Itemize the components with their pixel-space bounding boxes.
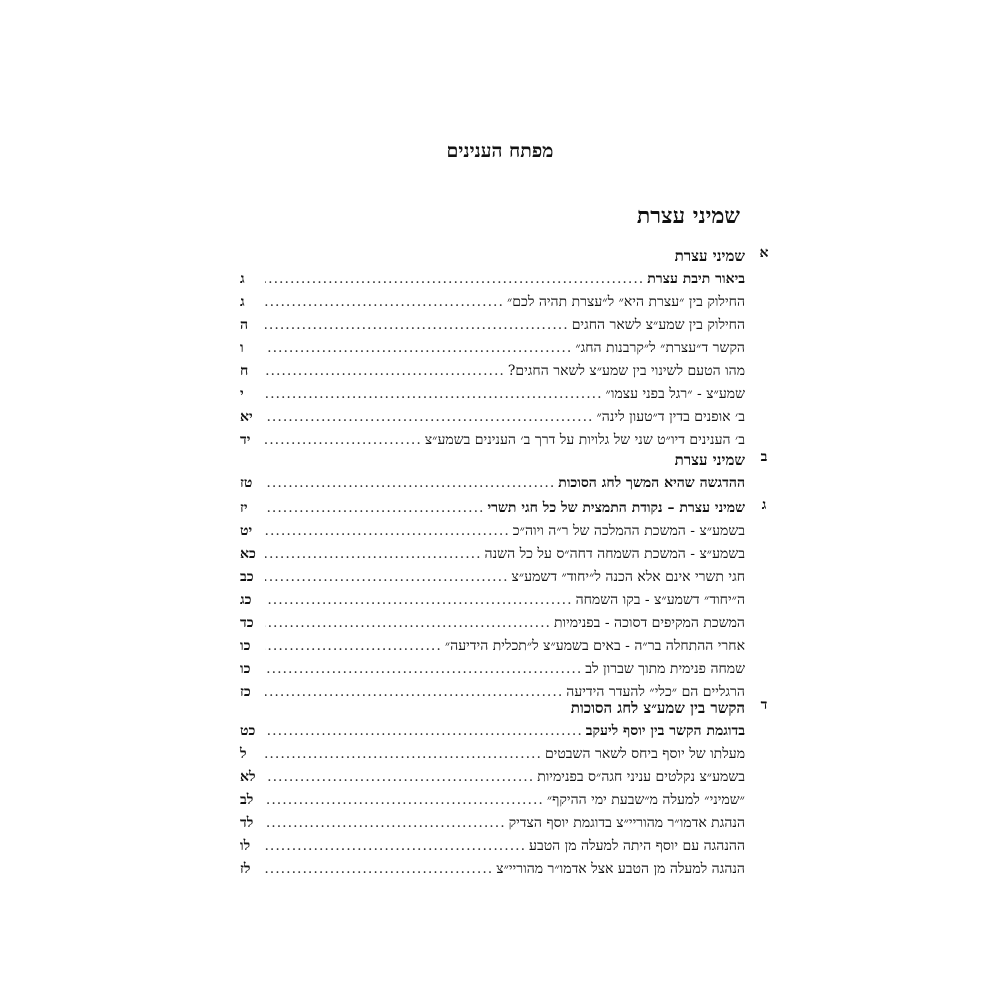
page-number: כד bbox=[240, 615, 254, 631]
dot-leader bbox=[265, 360, 505, 383]
toc-entry[interactable] bbox=[240, 472, 745, 495]
toc-entry[interactable] bbox=[240, 612, 745, 635]
entry-title: שמיני עצרת – נקודת התמצית של כל חגי תשרי bbox=[487, 500, 745, 516]
entry-title: החילוק בין ״עצרת היא״ ל״עצרת תהיה לכם״ bbox=[506, 294, 745, 310]
dot-leader bbox=[265, 835, 526, 858]
page-number: ג bbox=[240, 271, 245, 287]
dot-leader bbox=[265, 858, 493, 881]
entry-title: מהו הטעם לשינוי בין שמע״צ לשאר החגים? bbox=[507, 363, 745, 379]
page-number: כו bbox=[240, 638, 251, 654]
dot-leader bbox=[265, 566, 509, 589]
page-number: ה bbox=[240, 317, 249, 333]
entry-title: ב׳ הענינים דיו״ט שני של גלויות על דרך ב׳ הענינים בשמע״צ bbox=[424, 432, 745, 448]
entry-title: מעלתו של יוסף ביחס לשאר השבטים bbox=[544, 746, 745, 762]
page-number: כג bbox=[240, 592, 252, 608]
dot-leader bbox=[265, 720, 583, 743]
dot-leader bbox=[265, 314, 569, 337]
part-heading: הקשר בין שמע״צ לחג הסוכות bbox=[570, 699, 745, 717]
dot-leader bbox=[265, 406, 593, 429]
entry-title: שמע״צ - ״רגל בפני עצמו״ bbox=[605, 386, 745, 402]
entry-title: ה״יחוד״ דשמע״צ - בקו השמחה bbox=[575, 592, 745, 608]
toc-entry[interactable] bbox=[240, 520, 745, 543]
entry-title: הנהגת אדמו״ר מהוריי״צ בדוגמת יוסף הצדיק bbox=[508, 815, 745, 831]
page-number: טז bbox=[240, 475, 253, 491]
dot-leader bbox=[265, 658, 582, 681]
page-number: ג bbox=[240, 294, 245, 310]
toc-part bbox=[240, 449, 775, 495]
page-number: יד bbox=[240, 432, 251, 448]
dot-leader bbox=[265, 789, 544, 812]
entry-title: שמחה פנימית מתוך שברון לב bbox=[585, 661, 745, 677]
toc-entry[interactable] bbox=[240, 406, 745, 429]
entry-title: בשמע״צ - המשכת ההמלכה של ר״ה ויוה״כ bbox=[512, 523, 745, 539]
entry-title: בשמע״צ - המשכת השמחה דחה״ס על כל השנה bbox=[484, 546, 745, 562]
toc-entry[interactable] bbox=[240, 835, 745, 858]
page-title: מפתח הענינים bbox=[446, 140, 554, 162]
dot-leader bbox=[265, 383, 603, 406]
part-letter: א bbox=[759, 245, 769, 261]
entry-title: ההנהגה עם יוסף היתה למעלה מן הטבע bbox=[529, 838, 745, 854]
toc-entry[interactable] bbox=[240, 543, 745, 566]
toc-entry[interactable] bbox=[240, 291, 745, 314]
part-letter: ג bbox=[761, 497, 767, 513]
entry-title: אחרי ההתחלה בר״ה - באים בשמע״צ ל״תכלית הידיעה״ bbox=[444, 638, 745, 654]
entry-title: בשמע״צ נקלטים עניני חגה״ס בפנימיות bbox=[537, 769, 745, 785]
page-number: כו bbox=[240, 661, 251, 677]
entry-title: ״שמיני״ למעלה מ״שבעת ימי ההיקף״ bbox=[546, 792, 745, 808]
toc-entry[interactable] bbox=[240, 314, 745, 337]
toc-entry[interactable] bbox=[240, 743, 745, 766]
part-heading: שמיני עצרת bbox=[674, 451, 745, 469]
toc-entry[interactable] bbox=[240, 360, 745, 383]
toc-entry[interactable] bbox=[240, 789, 745, 812]
toc-entry[interactable] bbox=[240, 720, 745, 743]
page-number: לב bbox=[240, 792, 254, 808]
part-body bbox=[240, 245, 745, 452]
toc-entry[interactable] bbox=[240, 337, 745, 360]
toc-entry[interactable] bbox=[240, 589, 745, 612]
entry-title: הנהגה למעלה מן הטבע אצל אדמו״ר מהוריי״צ bbox=[496, 861, 745, 877]
page-number: ו bbox=[240, 340, 244, 356]
part-body bbox=[240, 697, 745, 881]
entry-title: חגי תשרי אינם אלא הכנה ל״יחוד״ דשמע״צ bbox=[511, 569, 745, 585]
part-body bbox=[240, 497, 745, 704]
entry-title: המשכת המקיפים דסוכה - בפנימיות bbox=[553, 615, 745, 631]
part-body bbox=[240, 449, 745, 495]
entry-title: הקשר ד״עצרת״ ל״קרבנות החג״ bbox=[575, 340, 745, 356]
page-number: יז bbox=[240, 500, 248, 516]
toc-entry[interactable] bbox=[240, 658, 745, 681]
entry-title: ההדגשה שהיא המשך לחג הסוכות bbox=[558, 475, 745, 491]
page-number: כט bbox=[240, 723, 256, 739]
page-number: יט bbox=[240, 523, 253, 539]
toc-entry[interactable] bbox=[240, 383, 745, 406]
dot-leader bbox=[265, 291, 504, 314]
page-number: לד bbox=[240, 815, 254, 831]
dot-leader bbox=[265, 743, 542, 766]
toc-entry[interactable] bbox=[240, 268, 745, 291]
toc-entry[interactable] bbox=[240, 858, 745, 881]
entry-title: בדוגמת הקשר בין יוסף ליעקב bbox=[585, 723, 745, 739]
dot-leader bbox=[265, 520, 510, 543]
toc-entry[interactable] bbox=[240, 766, 745, 789]
dot-leader bbox=[265, 337, 572, 360]
dot-leader bbox=[265, 766, 534, 789]
page-number: לו bbox=[240, 838, 251, 854]
dot-leader bbox=[265, 497, 484, 520]
dot-leader bbox=[265, 472, 555, 495]
page-number: יא bbox=[240, 409, 253, 425]
page-number: כא bbox=[240, 546, 256, 562]
dot-leader bbox=[265, 635, 442, 658]
toc-entry[interactable] bbox=[240, 812, 745, 835]
page-number: י bbox=[240, 386, 244, 402]
section-title: שמיני עצרת bbox=[636, 203, 740, 229]
toc-part bbox=[240, 497, 775, 704]
dot-leader bbox=[265, 589, 573, 612]
toc-entry[interactable] bbox=[240, 497, 745, 520]
page-number: לא bbox=[240, 769, 256, 785]
dot-leader bbox=[265, 268, 644, 291]
toc-entry[interactable] bbox=[240, 635, 745, 658]
page-number: ח bbox=[240, 363, 249, 379]
page-number: ל bbox=[240, 746, 247, 762]
page-number: לז bbox=[240, 861, 251, 877]
page-number: כז bbox=[240, 684, 251, 700]
part-heading: שמיני עצרת bbox=[674, 247, 745, 265]
toc-entry[interactable] bbox=[240, 566, 745, 589]
entry-title: החילוק בין שמע״צ לשאר החגים bbox=[571, 317, 745, 333]
toc-part bbox=[240, 697, 775, 881]
page-number: כב bbox=[240, 569, 254, 585]
entry-title: ב׳ אופנים בדין ד״טעון לינה״ bbox=[596, 409, 745, 425]
entry-title: ביאור תיבת עצרת bbox=[647, 271, 745, 287]
part-letter: ד bbox=[760, 697, 768, 713]
part-letter: ב bbox=[760, 449, 768, 465]
dot-leader bbox=[265, 543, 482, 566]
toc-part bbox=[240, 245, 775, 452]
dot-leader bbox=[265, 612, 551, 635]
dot-leader bbox=[265, 812, 506, 835]
entry-title: הרגליים הם ״כלי״ להעדר הידיעה bbox=[566, 684, 745, 700]
